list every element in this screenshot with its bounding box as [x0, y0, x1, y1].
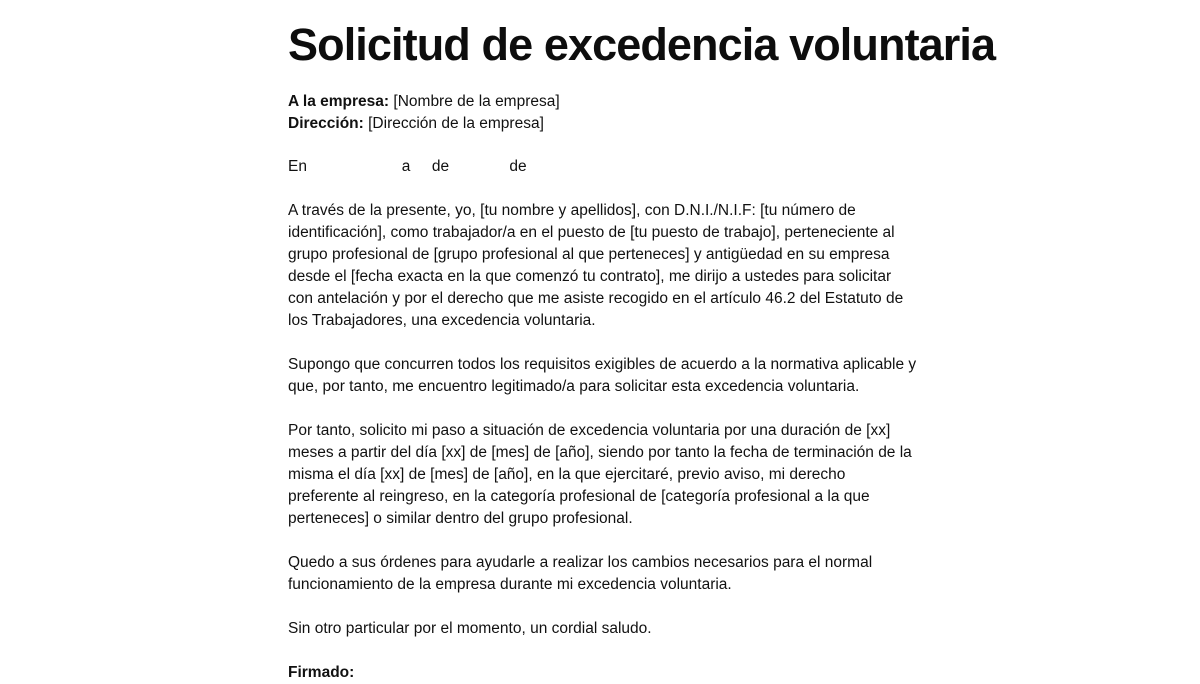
addressee-address-label: Dirección:: [288, 115, 364, 132]
addressee-block: [288, 91, 920, 135]
addressee-address-line: [288, 113, 920, 135]
addressee-company-line: [288, 91, 920, 113]
body-paragraph: Sin otro particular por el momento, un cordial saludo.: [288, 620, 652, 637]
body-paragraph: Por tanto, solicito mi paso a situación de excedencia voluntaria por una duración de [xx] meses a partir del día [xx] de [mes] de [año], siendo por tanto la fecha de terminación de la misma el día [xx] de [mes] de [año], en la que ejercitaré, previo aviso, mi derecho preferente al reingreso, en la categoría profesional de [categoría profesional a la que perteneces] o similar dentro del grupo profesional.: [288, 422, 912, 527]
body-paragraph: A través de la presente, yo, [tu nombre y apellidos], con D.N.I./N.I.F: [tu número de identificación], como trabajador/a en el puesto de [tu puesto de trabajo], perteneciente al grupo profesional de [grupo profesional al que perteneces] y antigüedad en su empresa desde el [fecha exacta en la que comenzó tu contrato], me dirijo a ustedes para solicitar con antelación y por el derecho que me asiste recogido en el artículo 46.2 del Estatuto de los Trabajadores, una excedencia voluntaria.: [288, 202, 904, 329]
signature-label: Firmado:: [288, 664, 355, 681]
document-body: [288, 200, 920, 640]
addressee-company-label: A la empresa:: [288, 93, 390, 110]
body-paragraph: Quedo a sus órdenes para ayudarle a realizar los cambios necesarios para el normal funcionamiento de la empresa durante mi excedencia voluntaria.: [288, 554, 873, 593]
addressee-company-value: [Nombre de la empresa]: [393, 93, 560, 110]
body-paragraph: Supongo que concurren todos los requisitos exigibles de acuerdo a la normativa aplicable y que, por tanto, me encuentro legitimado/a para solicitar esta excedencia voluntaria.: [288, 356, 917, 395]
page-title: Solicitud de excedencia voluntaria: [288, 19, 996, 70]
document-content-column: [288, 0, 996, 684]
dateline: En a de de: [288, 158, 527, 175]
addressee-address-value: [Dirección de la empresa]: [368, 115, 544, 132]
